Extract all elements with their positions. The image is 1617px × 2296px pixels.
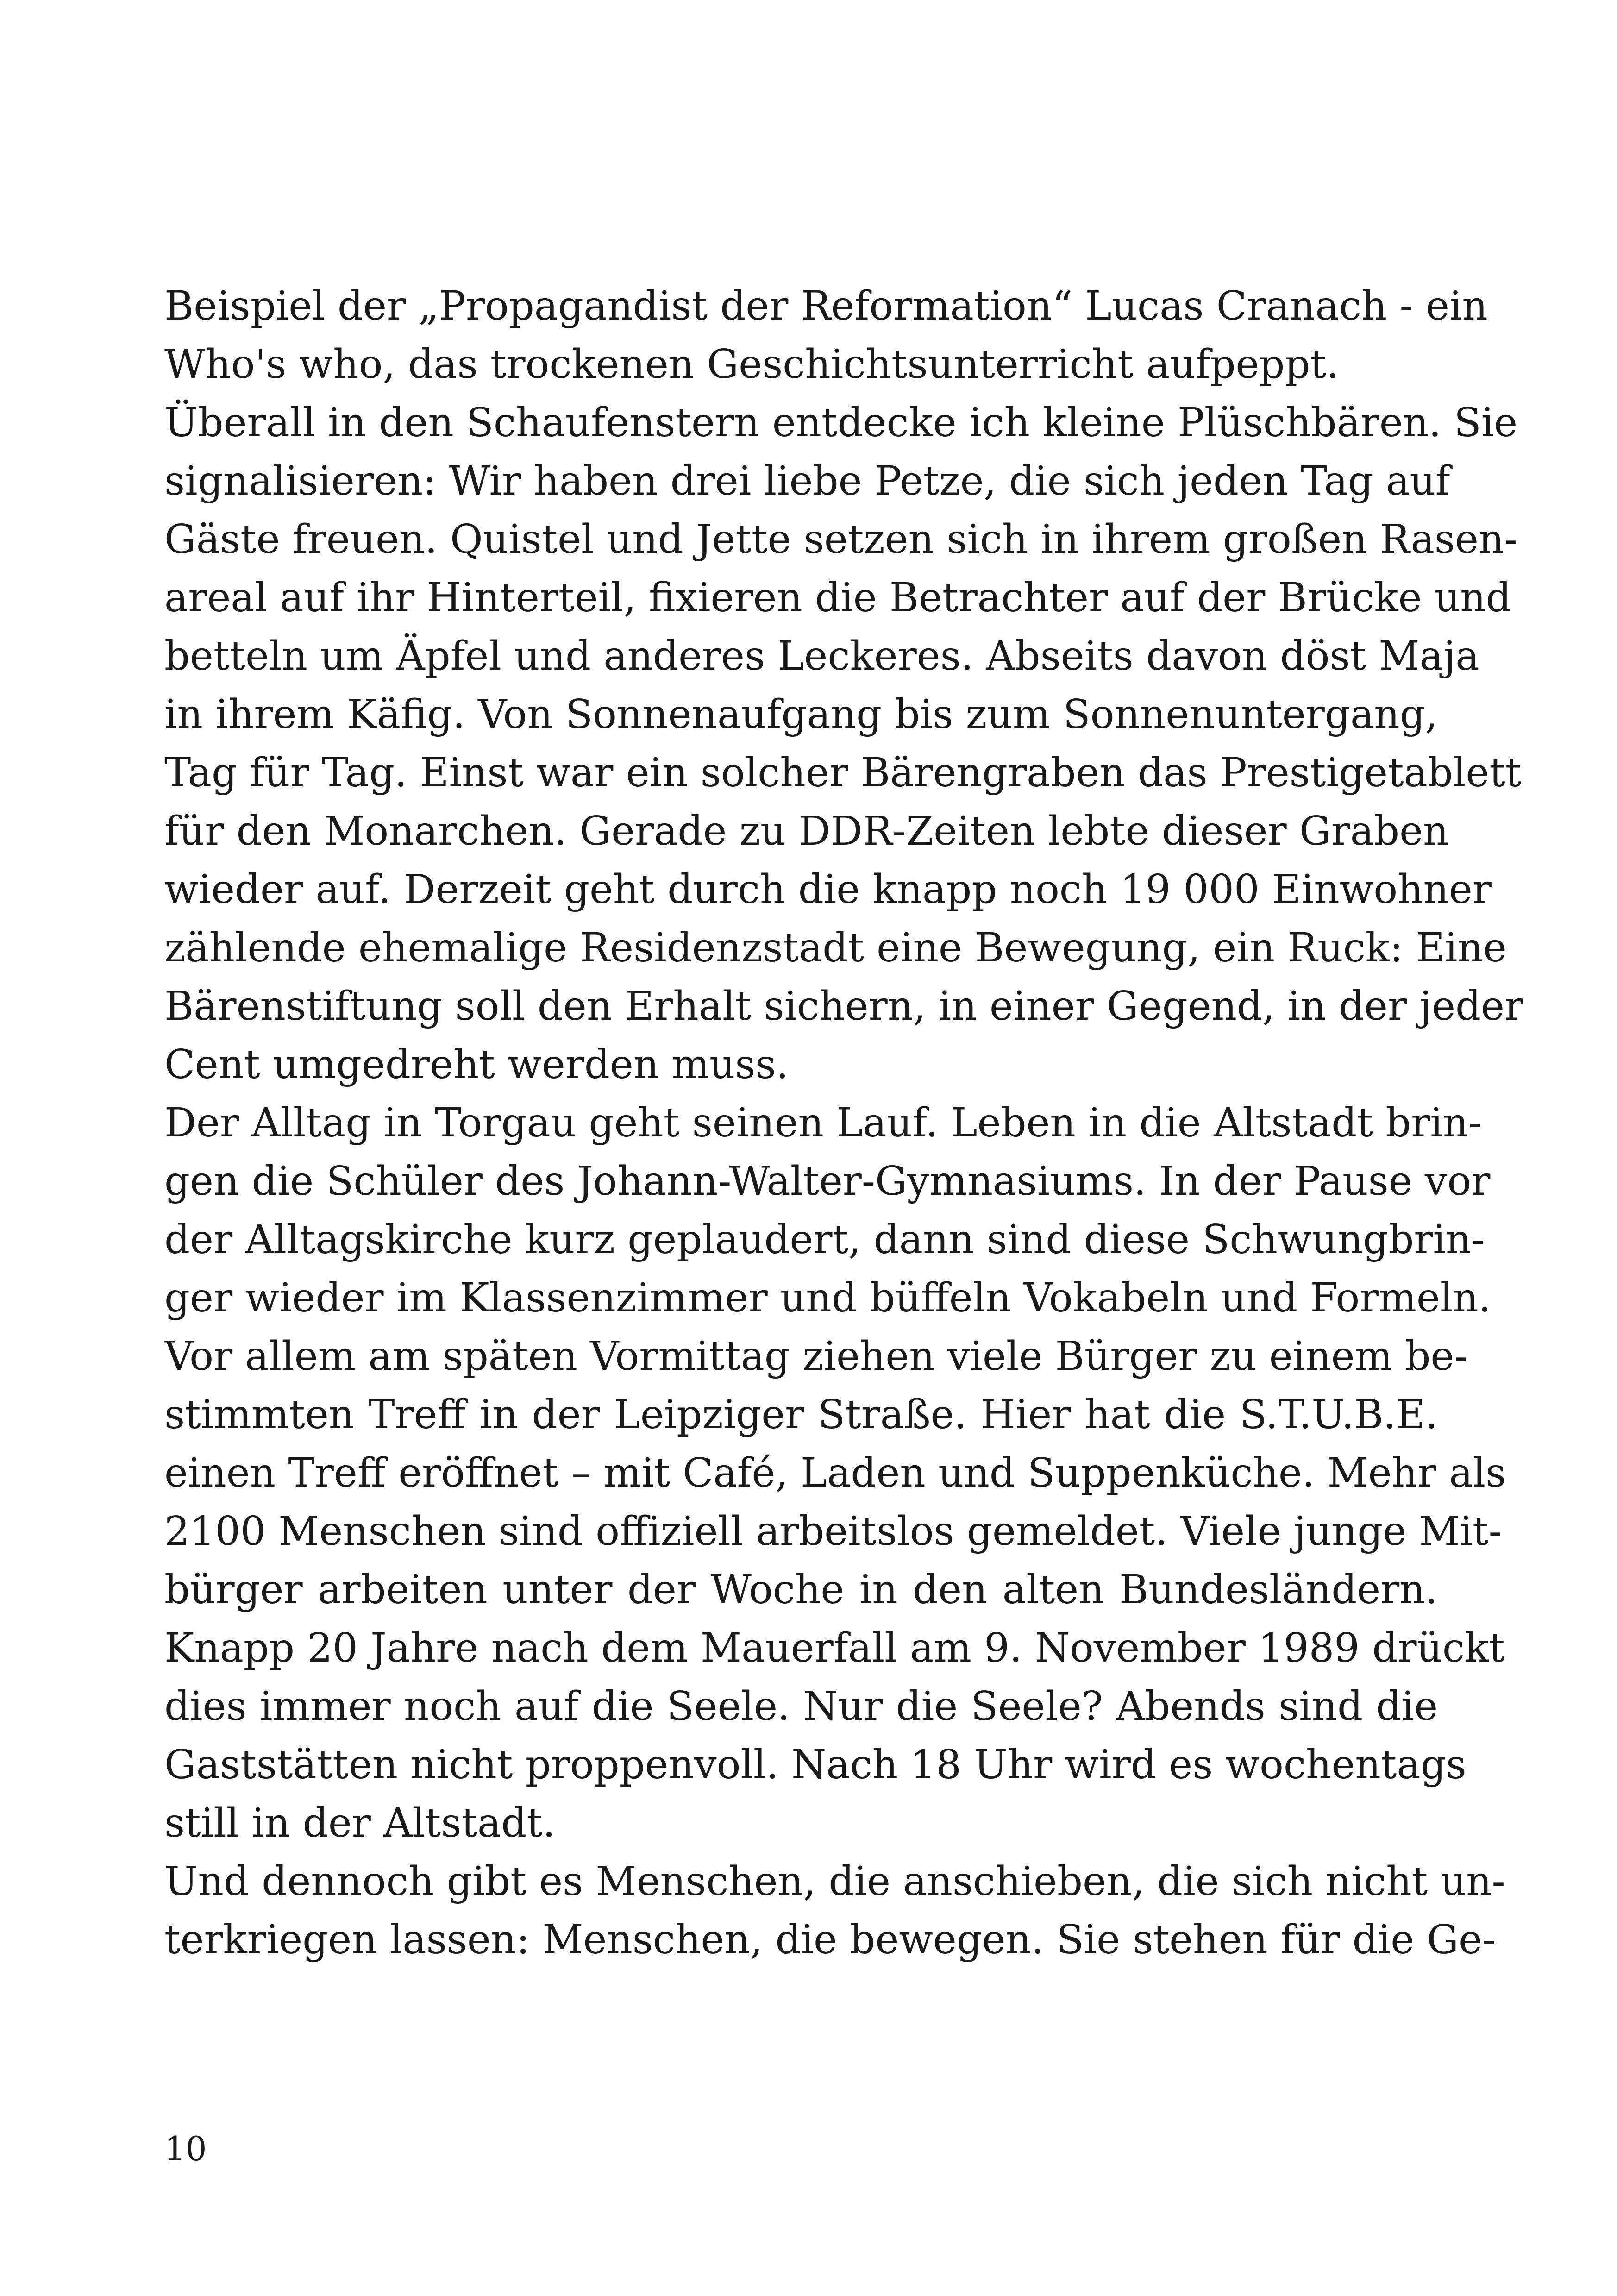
text-line: in ihrem Käfig. Von Sonnenaufgang bis zum Sonnenuntergang, xyxy=(164,691,1438,738)
text-line: betteln um Äpfel und anderes Leckeres. Abseits davon döst Maja xyxy=(164,633,1479,679)
text-line: Cent umgedreht werden muss. xyxy=(164,1041,789,1088)
text-line: Überall in den Schaufenstern entdecke ich kleine Plüschbären. Sie xyxy=(164,400,1518,446)
text-line: wieder auf. Derzeit geht durch die knapp noch 19 000 Einwohner xyxy=(164,866,1492,913)
text-line: still in der Altstadt. xyxy=(164,1800,556,1846)
text-line: gen die Schüler des Johann-Walter-Gymnasiums. In der Pause vor xyxy=(164,1158,1491,1204)
text-line: Vor allem am späten Vormittag ziehen viele Bürger zu einem be- xyxy=(164,1333,1468,1380)
text-line: areal auf ihr Hinterteil, fixieren die Betrachter auf der Brücke und xyxy=(164,575,1511,621)
body-text xyxy=(164,277,1524,1969)
text-line: terkriegen lassen: Menschen, die bewegen. Sie stehen für die Ge- xyxy=(164,1917,1496,1963)
text-line: dies immer noch auf die Seele. Nur die Seele? Abends sind die xyxy=(164,1683,1438,1730)
text-line: ger wieder im Klassenzimmer und büffeln Vokabeln und Formeln. xyxy=(164,1275,1492,1321)
text-line: Gäste freuen. Quistel und Jette setzen sich in ihrem großen Rasen- xyxy=(164,516,1518,563)
text-line: bürger arbeiten unter der Woche in den alten Bundesländern. xyxy=(164,1567,1438,1613)
text-line: stimmten Treff in der Leipziger Straße. Hier hat die S.T.U.B.E. xyxy=(164,1392,1438,1438)
text-line: 2100 Menschen sind offiziell arbeitslos gemeldet. Viele junge Mit- xyxy=(164,1508,1502,1555)
text-line: Der Alltag in Torgau geht seinen Lauf. Leben in die Altstadt brin- xyxy=(164,1100,1482,1146)
text-line: einen Treff eröffnet – mit Café, Laden und Suppenküche. Mehr als xyxy=(164,1450,1506,1496)
text-line: für den Monarchen. Gerade zu DDR-Zeiten lebte dieser Graben xyxy=(164,808,1449,854)
text-line: der Alltagskirche kurz geplaudert, dann sind diese Schwungbrin- xyxy=(164,1217,1485,1263)
text-line: Tag für Tag. Einst war ein solcher Bärengraben das Prestigetablett xyxy=(164,750,1522,796)
text-line: Und dennoch gibt es Menschen, die anschieben, die sich nicht un- xyxy=(164,1858,1505,1905)
text-line: Beispiel der „Propagandist der Reformation“ Lucas Cranach - ein xyxy=(164,283,1488,329)
text-line: Gaststätten nicht proppenvoll. Nach 18 Uhr wird es wochentags xyxy=(164,1742,1467,1788)
text-line: signalisieren: Wir haben drei liebe Petze, die sich jeden Tag auf xyxy=(164,458,1450,504)
text-line: Who's who, das trockenen Geschichtsunterricht aufpeppt. xyxy=(164,341,1339,388)
page-number: 10 xyxy=(164,2129,207,2168)
text-line: zählende ehemalige Residenzstadt eine Bewegung, ein Ruck: Eine xyxy=(164,925,1507,971)
text-line: Bärenstiftung soll den Erhalt sichern, in einer Gegend, in der jeder xyxy=(164,983,1524,1029)
text-line: Knapp 20 Jahre nach dem Mauerfall am 9. November 1989 drückt xyxy=(164,1625,1505,1671)
